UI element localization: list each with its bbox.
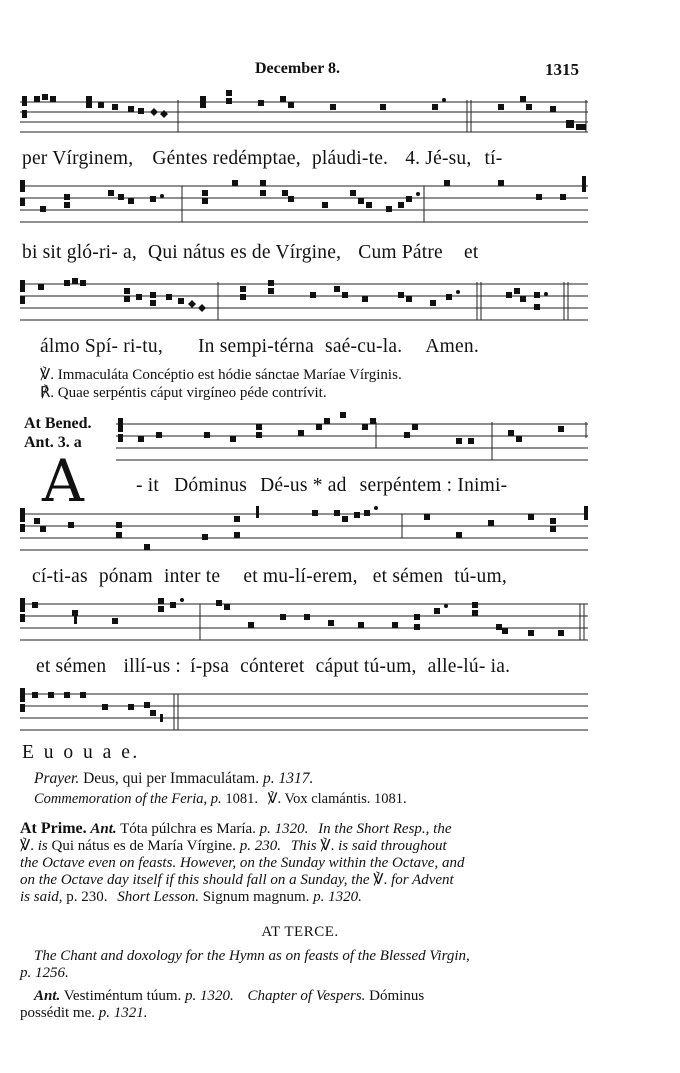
versicle: [40, 365, 600, 384]
lyric-word: bi sit gló-ri- a,: [22, 242, 137, 263]
terce-line-1: [20, 948, 586, 965]
versicle-symbol: ℣.: [320, 838, 335, 854]
lyric-word: álmo Spí- ri-tu,: [40, 336, 163, 357]
page-ref: p. 1320.: [259, 821, 309, 837]
lyric-word: Géntes redémptae,: [152, 148, 301, 169]
lyrics-antiphon-line-2: [22, 566, 592, 588]
lyric-word: Dóminus: [174, 475, 248, 496]
text-run: on the Octave day itself if this should fall on a Sunday, the: [20, 872, 370, 888]
terce-line-2: [20, 965, 586, 982]
text-run: Dóminus: [369, 988, 425, 1004]
lyric-word: alle-lú- ia.: [427, 656, 511, 677]
lyric-word: tú-um,: [363, 656, 417, 677]
terce-line-4: [20, 1005, 586, 1022]
response-symbol: ℟.: [40, 385, 55, 401]
chant-staff-1: [20, 82, 588, 152]
lyric-word: et sémen: [36, 656, 107, 677]
versicle-symbol: ℣.: [267, 791, 282, 807]
prime-line-1: [20, 820, 586, 838]
lyric-word: í-psa: [190, 656, 230, 677]
text-run: Vestiméntum túum.: [63, 988, 182, 1004]
text-run: This: [290, 838, 317, 854]
page-ref: p. 1320.: [313, 889, 362, 905]
lyric-word: cónteret: [240, 656, 305, 677]
page-number: 1315: [545, 60, 579, 79]
text-run: In the Short Resp., the: [318, 821, 452, 837]
versicle-symbol: ℣.: [40, 367, 55, 383]
page-ref: p. 230.: [239, 838, 281, 854]
lyric-word: - it: [136, 475, 160, 496]
antiphon-label-1: At Bened.: [24, 415, 92, 432]
lyric-word: saé-cu-la.: [325, 336, 403, 357]
lyric-word: Inimi-: [457, 475, 508, 496]
lyric-word: tí-: [484, 148, 503, 169]
lyric-word: 4. Jé-su,: [405, 148, 472, 169]
lyric-word: Qui nátus es de Vírgine,: [148, 242, 342, 263]
euouae: E u o u a e.: [22, 742, 140, 763]
lyrics-line-3: [22, 336, 592, 358]
commemoration-label: Commemoration of the Feria, p.: [34, 791, 222, 807]
lyric-word: pónam: [98, 566, 153, 587]
commemoration-text: Vox clamántis. 1081.: [284, 791, 407, 807]
lyric-word: pláudi-te.: [311, 148, 389, 169]
lyric-word: et sémen: [372, 566, 444, 587]
prayer-text: Deus, qui per Immaculátam.: [83, 770, 260, 787]
commemoration-line: [34, 791, 407, 808]
running-header-title: December 8.: [255, 60, 340, 77]
response-text: Quae serpéntis cáput virgíneo péde contrívit.: [57, 385, 327, 401]
chant-staff-6: [20, 594, 588, 656]
lyric-word: tú-um,: [454, 566, 507, 587]
chant-staff-2: [20, 176, 588, 246]
terce-section: [20, 948, 586, 1022]
drop-cap-initial: A: [42, 447, 84, 515]
text-run: the Octave even on feasts. However, on the Sunday within the Octave, and: [20, 855, 465, 871]
prime-section: [20, 820, 586, 906]
chant-staff-5: [20, 504, 588, 566]
prime-line-3: [20, 855, 586, 872]
antiphon-label: Ant.: [34, 988, 61, 1004]
prime-line-4: [20, 872, 586, 889]
prime-line-2: [20, 838, 586, 855]
lyrics-line-2: [22, 242, 592, 264]
page-ref: p. 1321.: [98, 1005, 148, 1021]
antiphon-label: Ant.: [90, 821, 117, 837]
prayer-label: Prayer.: [34, 770, 80, 787]
lyric-word: Cum Pátre: [358, 242, 443, 263]
versicle-symbol: ℣.: [20, 838, 35, 854]
lyric-word: cí-ti-as: [32, 566, 88, 587]
antiphon-label-2: Ant. 3. a: [24, 434, 82, 451]
lyric-word: serpéntem :: [359, 475, 453, 496]
text-run: The Chant and doxology for the Hymn as on feasts of the Blessed Virgin,: [34, 948, 470, 964]
lyric-word: inter te: [163, 566, 221, 587]
page-ref: p. 230.: [66, 889, 108, 905]
prime-heading: At Prime.: [20, 820, 87, 837]
terce-line-3: [20, 988, 586, 1005]
lyric-word: ad: [327, 475, 347, 496]
lyric-word: per Vírginem,: [22, 148, 134, 169]
text-run: for Advent: [391, 872, 454, 888]
lyrics-antiphon-line-3: [22, 656, 592, 678]
text-run: Short Lesson.: [117, 889, 199, 905]
lyric-word: illí-us :: [123, 656, 182, 677]
lyric-word: cáput: [315, 656, 359, 677]
page-ref: p. 1320.: [185, 988, 234, 1004]
text-run: Tóta púlchra es María.: [120, 821, 256, 837]
prayer-page-ref: p. 1317.: [263, 770, 314, 787]
lyric-word: Dé-us *: [260, 475, 323, 496]
lyric-word: In sempi-térna: [197, 336, 314, 357]
prime-line-5: [20, 889, 586, 906]
text-run: Qui nátus es de María Vírgine.: [51, 838, 236, 854]
lyrics-line-1: [22, 148, 592, 170]
text-run: Chapter of Vespers.: [247, 988, 366, 1004]
chant-staff-3: [20, 270, 588, 336]
lyric-word: Amen.: [425, 336, 479, 357]
response: [40, 383, 600, 402]
text-run: possédit me.: [20, 1005, 95, 1021]
lyric-word: et: [463, 242, 479, 263]
text-run: Signum magnum.: [202, 889, 310, 905]
prayer-line: [34, 770, 313, 788]
text-run: is said,: [20, 889, 63, 905]
lyric-word: et mu-lí-erem,: [243, 566, 358, 587]
commemoration-page: 1081.: [225, 791, 258, 807]
chant-staff-7: [20, 684, 588, 740]
versicle-symbol: ℣.: [373, 872, 388, 888]
chant-staff-4: [116, 408, 588, 468]
lyrics-antiphon-line-1: [136, 475, 680, 497]
page-ref: p. 1256.: [20, 965, 69, 981]
terce-heading: AT TERCE.: [261, 924, 339, 940]
versicle-text: Immaculáta Concéptio est hódie sánctae Maríae Vírginis.: [57, 367, 402, 383]
text-run: is: [37, 838, 48, 854]
text-run: is said throughout: [338, 838, 447, 854]
